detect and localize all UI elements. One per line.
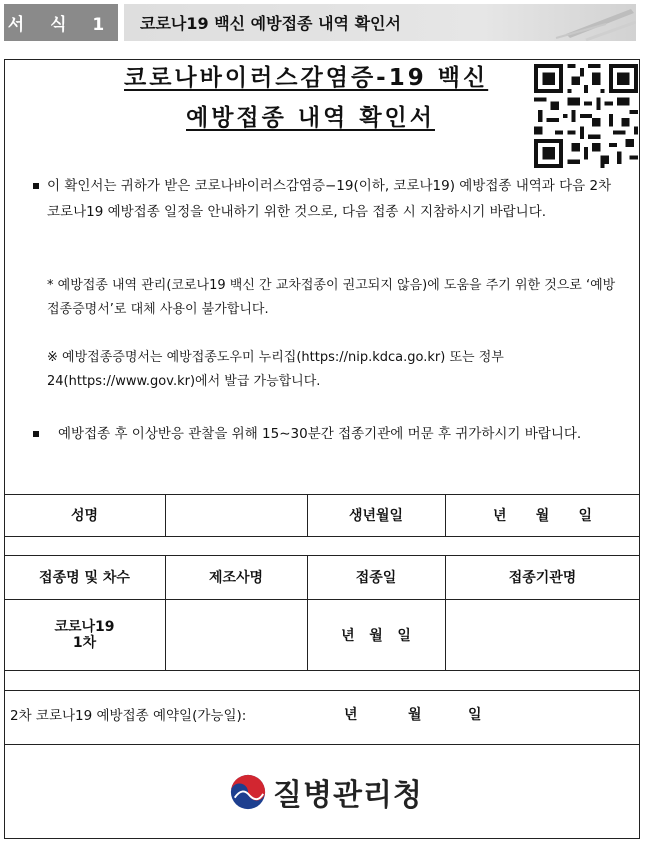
agency-name: 질병관리청	[273, 778, 423, 813]
manufacturer-field[interactable]	[165, 599, 307, 670]
header-institution: 접종기관명	[508, 570, 577, 586]
notice-paragraph-2: * 예방접종 내역 관리(코로나19 백신 간 교차접종이 권고되지 않음)에 도움을 주기 위한 것으로 ‘예방접종증명서’로 대체 사용이 불가합니다.	[47, 278, 616, 317]
appointment-day[interactable]: 일	[468, 707, 482, 723]
notice-paragraph-4: 예방접종 후 이상반응 관찰을 위해 15∼30분간 접종기관에 머문 후 귀가하시기 바랍니다.	[58, 426, 582, 442]
appointment-month[interactable]: 월	[408, 707, 422, 723]
birthdate-label: 생년월일	[348, 508, 404, 524]
header-vaccine-dose: 접종명 및 차수	[39, 570, 130, 586]
bullet-square-icon	[33, 183, 39, 189]
table-rule	[4, 744, 640, 745]
appointment-year[interactable]: 년	[344, 707, 358, 723]
table-rule	[4, 536, 640, 537]
document-title-line1: 코로나바이러스감염증-19 백신	[124, 65, 489, 91]
pen-decoration-icon	[546, 4, 636, 41]
taegeuk-emblem-icon	[229, 773, 267, 811]
table-rule	[4, 670, 640, 671]
bullet-square-icon	[33, 431, 39, 437]
birthdate-field[interactable]: 년 월 일	[492, 508, 593, 524]
header-title: 코로나19 백신 예방접종 내역 확인서	[140, 14, 401, 33]
table-rule	[4, 690, 640, 691]
vaccination-date-field[interactable]: 년 월 일	[341, 627, 411, 644]
document-title-line2: 예방접종 내역 확인서	[186, 105, 435, 131]
qr-code-icon	[534, 64, 638, 168]
kdca-logo	[229, 770, 423, 814]
name-field[interactable]	[165, 494, 307, 536]
header-manufacturer: 제조사명	[208, 570, 264, 586]
notice-paragraph-3: ※ 예방접종증명서는 예방접종도우미 누리집(https://nip.kdca.go.kr) 또는 정부24(https://www.gov.kr)에서 발급 가능합니다.	[47, 350, 504, 389]
vaccine-dose-value: 코로나19 1차	[54, 618, 115, 651]
form-number-tag: 서 식 1	[4, 4, 118, 41]
second-dose-appointment-label	[10, 704, 246, 724]
header-bar	[124, 4, 636, 41]
name-label: 성명	[70, 508, 99, 524]
notice-paragraph-1: 이 확인서는 귀하가 받은 코로나바이러스감염증−19(이하, 코로나19) 예방접종 내역과 다음 2차 코로나19 예방접종 일정을 안내하기 위한 것으로, 다음 접종 시 지참하시기 바랍니다.	[47, 178, 612, 220]
appointment-label-text: 2차 코로나19 예방접종 예약일(가능일):	[10, 708, 247, 724]
header-vaccination-date: 접종일	[355, 570, 397, 586]
institution-field[interactable]	[445, 599, 640, 670]
